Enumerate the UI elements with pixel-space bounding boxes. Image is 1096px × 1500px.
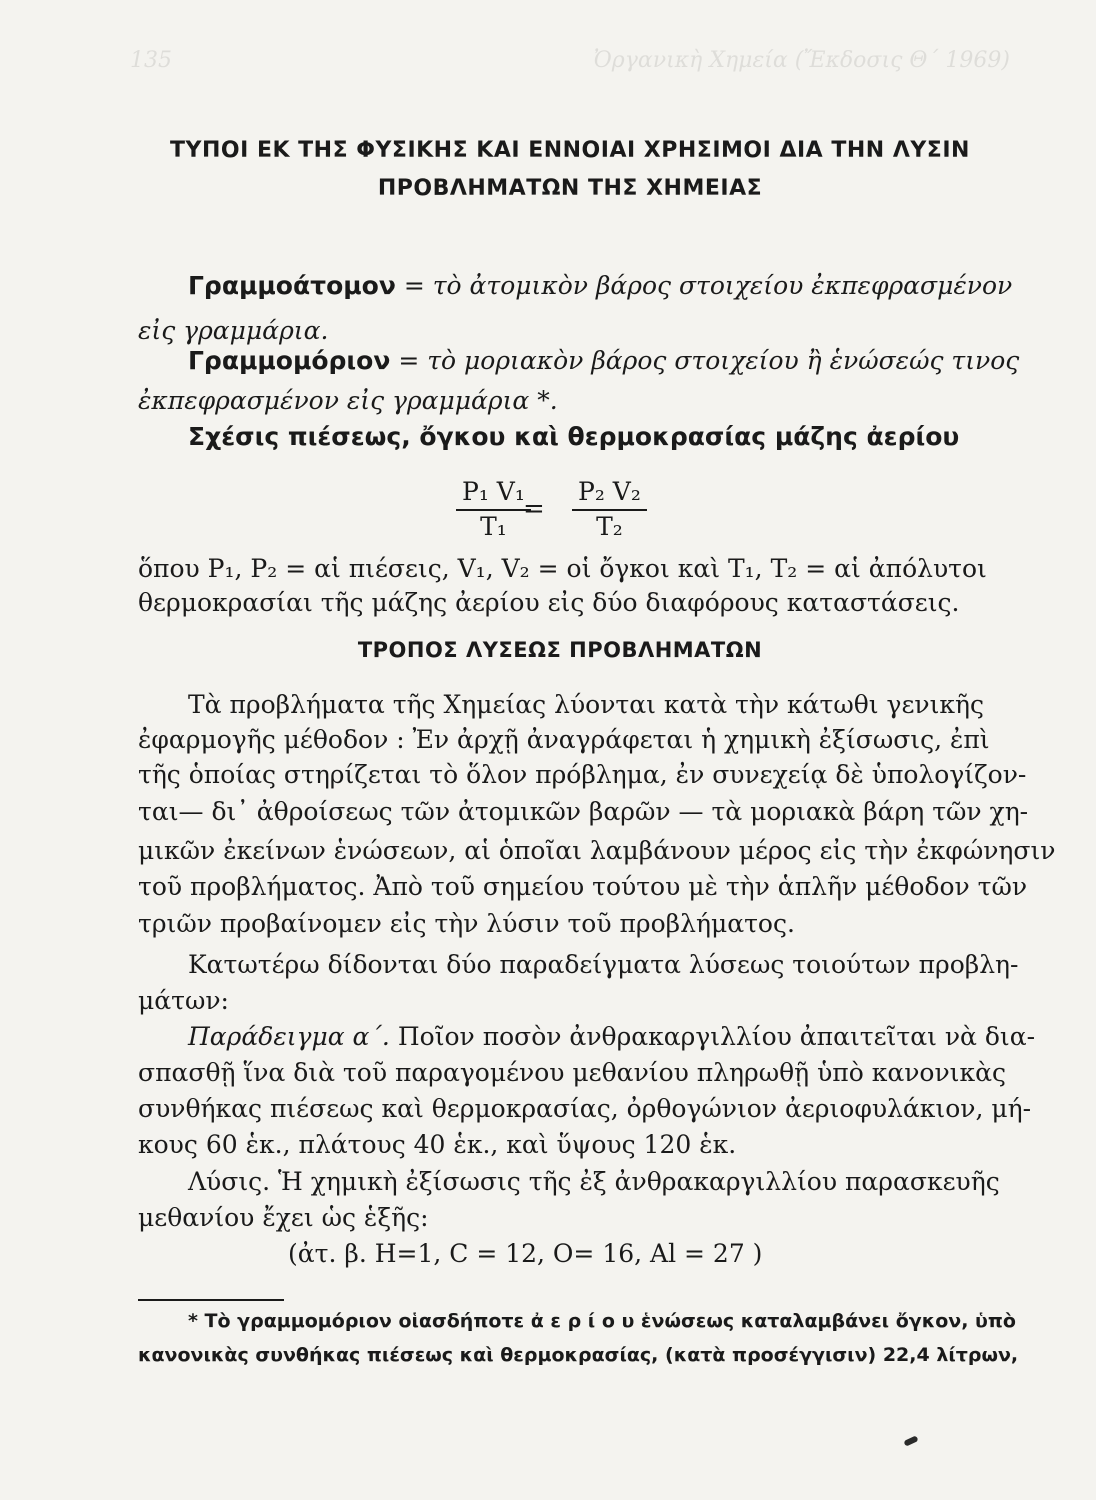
example-line-2: σπασθῇ ἵνα διὰ τοῦ παραγομένου μεθανίου πληρωθῇ ὑπὸ κανονικὰς bbox=[138, 1058, 1006, 1087]
formula-left-fraction bbox=[456, 476, 531, 543]
footnote-line-2: κανονικὰς συνθήκας πιέσεως καὶ θερμοκρασίας, (κατὰ προσέγγισιν) 22,4 λίτρων, bbox=[138, 1344, 1019, 1366]
gram-atom-definition bbox=[188, 271, 1012, 301]
footnote-line-1: * Τὸ γραμμομόριον οἱασδήποτε ἀ ε ρ ί ο υ ἑνώσεως καταλαμβάνει ὄγκον, ὑπὸ bbox=[188, 1310, 1016, 1332]
bleed-page-number: 135 bbox=[130, 48, 172, 73]
footnote-separator bbox=[138, 1299, 284, 1301]
method-line-2: ἐφαρμογῆς μέθοδον : Ἐν ἀρχῇ ἀναγράφεται ἡ χημικὴ ἐξίσωσις, ἐπὶ bbox=[138, 725, 990, 754]
formula-right-fraction bbox=[572, 476, 647, 543]
gas-relation-heading: Σχέσις πιέσεως, ὄγκου καὶ θερμοκρασίας μάζης ἀερίου bbox=[188, 422, 960, 451]
formula-explanation-line-2: θερμοκρασίαι τῆς μάζης ἀερίου εἰς δύο διαφόρους καταστάσεις. bbox=[138, 588, 960, 617]
example-line-4: κους 60 ἑκ., πλάτους 40 ἑκ., καὶ ὕψους 120 ἑκ. bbox=[138, 1130, 737, 1159]
method-line-1: Τὰ προβλήματα τῆς Χημείας λύονται κατὰ τὴν κάτωθι γενικῆς bbox=[188, 690, 985, 719]
formula-left-denominator: T₁ bbox=[480, 511, 507, 541]
formula-right-numerator: P₂ V₂ bbox=[572, 476, 647, 511]
formula-equals-sign: = bbox=[523, 494, 545, 524]
atomic-weights: (ἀτ. β. H=1, C = 12, O= 16, Al = 27 ) bbox=[288, 1239, 763, 1268]
gram-molecule-continuation: ἐκπεφρασμένον εἰς γραμμάρια *. bbox=[138, 386, 558, 415]
section-heading: ΤΡΟΠΟΣ ΛΥΣΕΩΣ ΠΡΟΒΛΗΜΑΤΩΝ bbox=[357, 638, 763, 662]
solution-line-2: μεθανίου ἔχει ὡς ἑξῆς: bbox=[138, 1203, 429, 1232]
ink-speck bbox=[903, 1435, 918, 1446]
gram-atom-text: = τὸ ἀτομικὸν βάρος στοιχείου ἐκπεφρασμένον bbox=[395, 271, 1013, 300]
gram-atom-continuation: εἰς γραμμάρια. bbox=[138, 316, 329, 345]
method-line-7: τριῶν προβαίνομεν εἰς τὴν λύσιν τοῦ προβλήματος. bbox=[138, 909, 795, 938]
examples-intro-line-1: Κατωτέρω δίδονται δύο παραδείγματα λύσεως τοιούτων προβλη- bbox=[188, 950, 1019, 979]
method-line-5: μικῶν ἐκείνων ἑνώσεων, αἱ ὁποῖαι λαμβάνουν μέρος εἰς τὴν ἐκφώνησιν bbox=[138, 836, 1056, 865]
formula-left-numerator: P₁ V₁ bbox=[456, 476, 531, 511]
method-line-3: τῆς ὁποίας στηρίζεται τὸ ὅλον πρόβλημα, ἐν συνεχείᾳ δὲ ὑπολογίζον- bbox=[138, 760, 1027, 789]
example-text: Ποῖον ποσὸν ἀνθρακαργιλλίου ἀπαιτεῖται νὰ δια- bbox=[389, 1022, 1036, 1051]
example-line-1 bbox=[188, 1022, 1035, 1052]
gram-molecule-text: = τὸ μοριακὸν βάρος στοιχείου ἢ ἑνώσεώς τινος bbox=[390, 346, 1020, 375]
gram-atom-term: Γραμμοάτομον bbox=[188, 271, 396, 300]
method-line-4: ται— δι᾽ ἀθροίσεως τῶν ἀτομικῶν βαρῶν — τὰ μοριακὰ βάρη τῶν χη- bbox=[138, 797, 1029, 826]
method-line-6: τοῦ προβλήματος. Ἀπὸ τοῦ σημείου τούτου μὲ τὴν ἁπλῆν μέθοδον τῶν bbox=[138, 872, 1028, 901]
examples-intro-line-2: μάτων: bbox=[138, 986, 229, 1015]
gram-molecule-term: Γραμμομόριον bbox=[188, 346, 391, 375]
gram-molecule-definition bbox=[188, 346, 1019, 376]
formula-explanation-line-1: ὅπου P₁, P₂ = αἱ πιέσεις, V₁, V₂ = οἱ ὄγκοι καὶ T₁, T₂ = αἱ ἀπόλυτοι bbox=[138, 554, 987, 583]
example-line-3: συνθήκας πιέσεως καὶ θερμοκρασίας, ὀρθογώνιον ἀεριοφυλάκιον, μή- bbox=[138, 1094, 1032, 1123]
page-title-line-2: ΠΡΟΒΛΗΜΑΤΩΝ ΤΗΣ ΧΗΜΕΙΑΣ bbox=[377, 176, 763, 201]
page-title-line-1: ΤΥΠΟΙ ΕΚ ΤΗΣ ΦΥΣΙΚΗΣ ΚΑΙ ΕΝΝΟΙΑΙ ΧΡΗΣΙΜΟΙ ΔΙΑ ΤΗΝ ΛΥΣΙΝ bbox=[170, 138, 970, 163]
formula-right-denominator: T₂ bbox=[596, 511, 623, 541]
solution-line-1: Λύσις. Ἡ χημικὴ ἐξίσωσις τῆς ἐξ ἀνθρακαργιλλίου παρασκευῆς bbox=[188, 1167, 1000, 1196]
example-label: Παράδειγμα α΄. bbox=[188, 1022, 390, 1051]
bleed-running-header: Ὀργανικὴ Χημεία (Ἔκδοσις Θ΄ 1969) bbox=[593, 48, 1010, 73]
